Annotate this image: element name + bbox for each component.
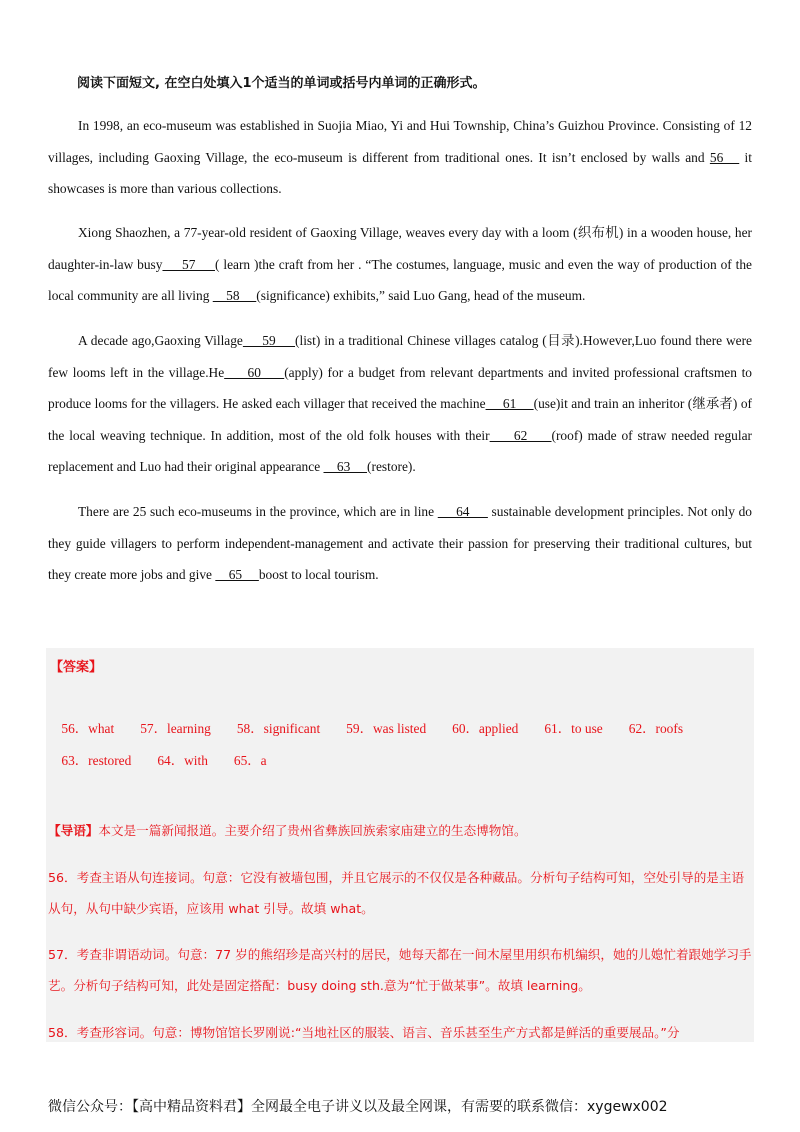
blank-58: 58 xyxy=(212,288,257,303)
paragraph-1: In 1998, an eco-museum was established in Suojia Miao, Yi and Hui Township, China’s Guizhou Province. Consisting of 12 villages, including Gaoxing Village, the eco-museum is different from traditional ones. It isn’t enclosed by walls and 56 it showcases is more than various collections. xyxy=(48,118,752,196)
guide-label: 【导语】 xyxy=(48,823,99,838)
blank-63: 63 xyxy=(323,459,368,474)
blank-60: 60 xyxy=(224,364,285,380)
guide-text: 本文是一篇新闻报道。主要介绍了贵州省彝族回族索家庙建立的生态博物馆。 xyxy=(98,823,527,838)
blank-57: 57 xyxy=(162,256,215,272)
blank-65: 65 xyxy=(215,567,259,582)
blank-61: 61 xyxy=(485,396,534,411)
instruction-heading: 阅读下面短文, 在空白处填入1个适当的单词或括号内单词的正确形式。 xyxy=(77,76,486,91)
answer-65: 65．a xyxy=(233,753,267,768)
blank-64: 64 xyxy=(437,504,488,519)
paragraph-2: Xiong Shaozhen, a 77-year-old resident of Gaoxing Village, weaves every day with a loom (织布机) in a wooden house, her daughter-in-law busy 57 ( learn )the craft from her . “The costumes, language, music and even the way of production of the local community are all living 58 (significance) exhibits,” said Luo Gang, head of the museum. xyxy=(48,225,752,303)
answer-title: 【答案】 xyxy=(50,660,103,675)
explanation-58: 58．考查形容词。句意：博物馆馆长罗刚说:“当地社区的服装、语言、音乐甚至生产方式都是鲜活的重要展品。”分 xyxy=(48,1025,680,1040)
guide-paragraph xyxy=(48,815,754,846)
explanation-56: 56．考查主语从句连接词。句意：它没有被墙包围，并且它展示的不仅仅是各种藏品。分析句子结构可知，空处引导的是主语从句，从句中缺少宾语，应该用 what 引导。故填 what。 xyxy=(48,870,745,916)
answer-60: 60．applied xyxy=(452,721,519,736)
footer-text: 微信公众号：【高中精品资料君】全网最全电子讲义以及最全网课，有需要的联系微信：xygewx002 xyxy=(48,1099,668,1115)
answer-row-2 xyxy=(48,734,293,785)
blank-62: 62 xyxy=(489,427,552,443)
answer-57: 57．learning xyxy=(140,721,211,736)
answer-61: 61．to use xyxy=(544,721,603,736)
paragraph-3: A decade ago,Gaoxing Village 59 (list) in a traditional Chinese villages catalog (目录).However,Luo found there were few looms left in the village.He 60 (apply) for a budget from relevant departments and invited professional craftsmen to produce looms for the villagers. He asked each villager that received the machine 61 (use)it and train an inheritor (继承者) of the local weaving technique. In addition, most of the old folk houses with their 62 (roof) made of straw needed regular replacement and Luo had their original appearance 63 (restore). xyxy=(48,333,753,474)
blank-56: 56 xyxy=(709,149,740,165)
answer-62: 62．roofs xyxy=(628,721,684,736)
answer-63: 63．restored xyxy=(61,753,132,768)
answer-56: 56．what xyxy=(61,721,115,736)
answer-58: 58．significant xyxy=(236,721,321,736)
paragraph-4: There are 25 such eco-museums in the province, which are in line 64 sustainable development principles. Not only do they guide villagers to perform independent-management and activate their passion for preserving their traditional cultures, but they create more jobs and give 65 boost to local tourism. xyxy=(48,504,753,582)
explanation-57: 57．考查非谓语动词。句意：77 岁的熊绍珍是高兴村的居民，她每天都在一间木屋里用织布机编织，她的儿媳忙着跟她学习手艺。分析句子结构可知，此处是固定搭配：busy doing sth.意为“忙于做某事”。故填 learning。 xyxy=(48,947,752,993)
answer-59: 59．was listed xyxy=(346,721,427,736)
blank-59: 59 xyxy=(242,333,296,348)
answer-64: 64．with xyxy=(157,753,208,768)
